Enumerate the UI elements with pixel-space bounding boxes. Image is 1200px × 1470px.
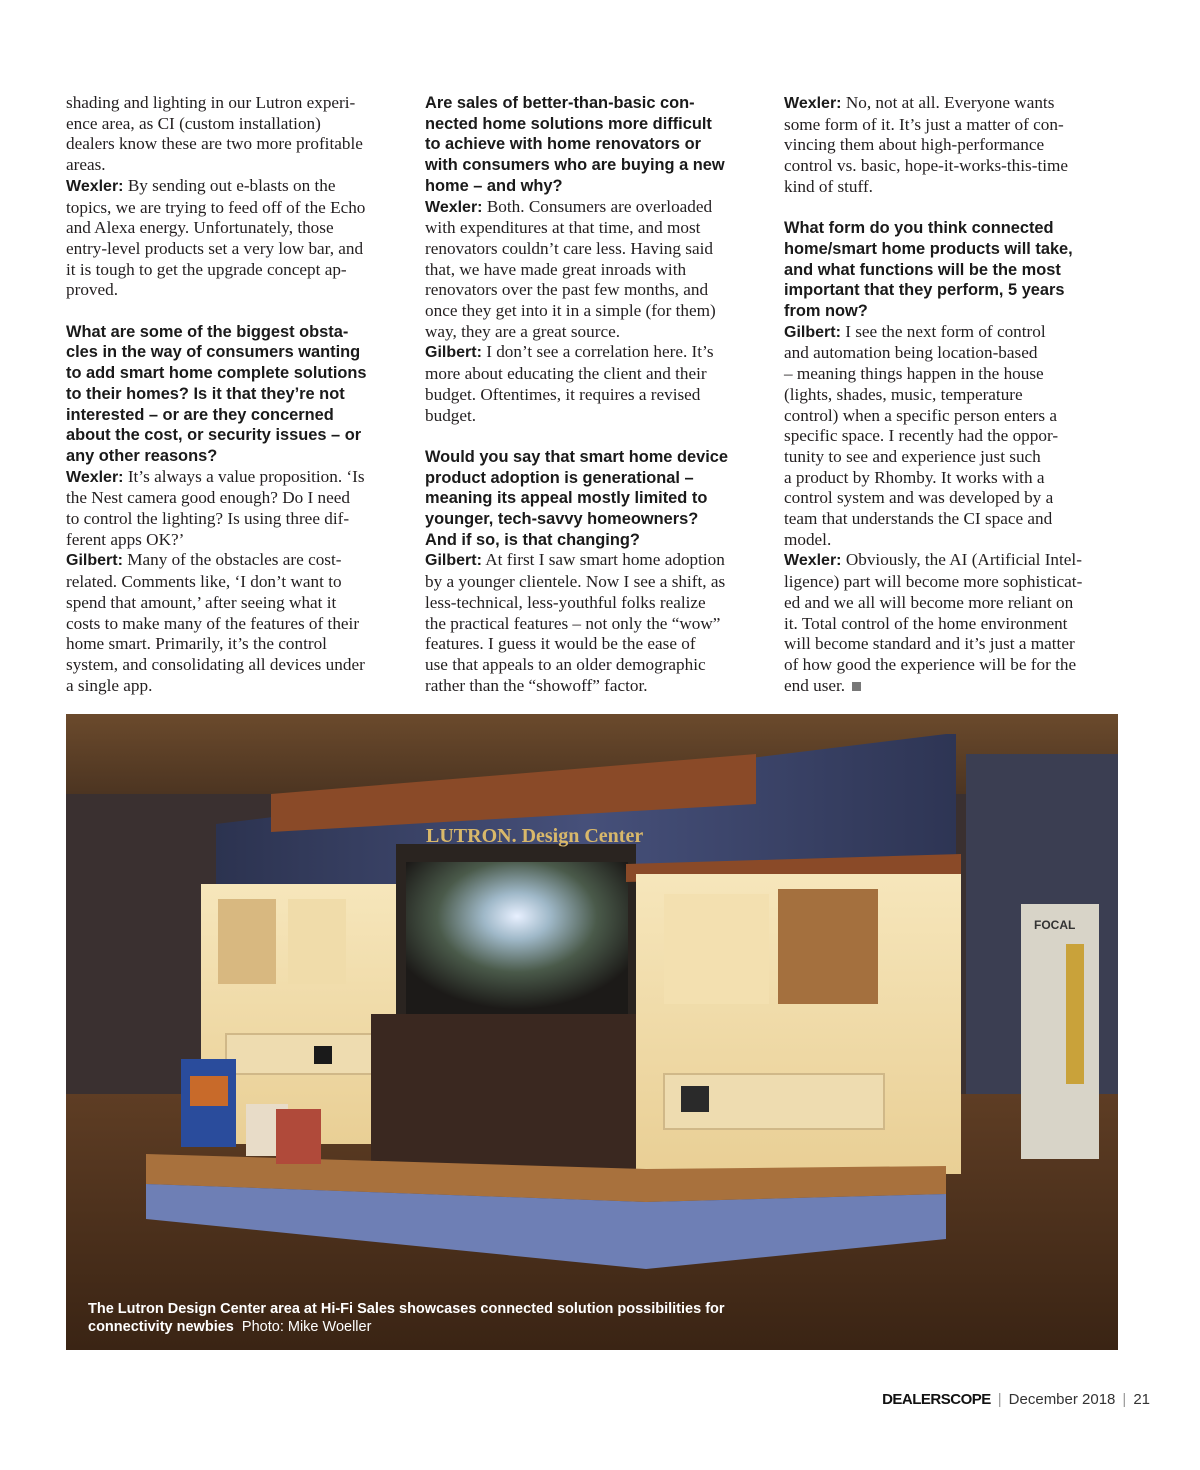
paragraph [784, 550, 1120, 696]
focal-logo: FOCAL [1034, 918, 1076, 932]
paragraph-text: Both. Consumers are overloaded with expenditures at that time, and most renovators couldn’t care less. Having said that, we have made great inroads with renovators over the past few months, and once they get into it in a simple (for them) way, they are a great source. [425, 196, 716, 341]
paragraph-text: I don’t see a correlation here. It’s more about educating the client and their budget. Oftentimes, it requires a revised budget. [425, 342, 714, 425]
paragraph-text: Many of the obstacles are cost- related. Comments like, ‘I don’t want to spend that amount,’ after seeing what it costs to make many of the features of their home smart. Primarily, it’s the control system, and consolidating all devices under a single app. [66, 550, 365, 695]
paragraph [425, 550, 761, 696]
interview-question: Would you say that smart home device product adoption is generational – meaning its appeal mostly limited to younger, tech-savvy homeowners? And if so, is that changing? [425, 447, 729, 549]
paragraph [425, 342, 761, 426]
right-shade-2 [778, 889, 878, 1004]
paragraph-text: At first I saw smart home adoption by a younger clientele. Now I see a shift, as less-technical, less-youthful folks realize the practical features – not only the “wow” features. I guess it would be the ease of use that appeals to an older demographic rather than the “showoff” factor. [425, 550, 726, 695]
speaker-name: Gilbert: [66, 552, 123, 570]
page-footer [882, 1391, 1150, 1408]
issue-date: December 2018 [1008, 1391, 1116, 1408]
speaker-name: Wexler: [66, 468, 124, 486]
speaker-name: Wexler: [425, 198, 483, 216]
article-column-3 [784, 93, 1120, 696]
paragraph: shading and lighting in our Lutron experi- ence area, as CI (custom installation) dealers know these are two more profitable areas. [66, 93, 363, 175]
paragraph-text: I see the next form of control and automation being location-based – meaning things happen in the house (lights, shades, music, temperature control) when a specific person enters a specific space. I recently had the oppor- tunity to see and experience just such a product by Rhomby. It works with a control system and was developed by a team that understands the CI space and model. [784, 321, 1059, 549]
left-keypad-strip [226, 1034, 396, 1074]
photo-caption [88, 1301, 788, 1336]
left-shade-1 [218, 899, 276, 984]
footer-separator: | [997, 1391, 1002, 1408]
footer-separator: | [1122, 1391, 1127, 1408]
right-touchscreen [681, 1086, 709, 1112]
paragraph [784, 93, 1120, 198]
left-shade-2 [288, 899, 346, 984]
article-column-1 [66, 93, 402, 696]
lutron-sign: LUTRON. Design Center [426, 825, 644, 847]
photo-credit: Photo: Mike Woeller [241, 1318, 372, 1335]
page-number: 21 [1133, 1391, 1150, 1408]
tv-cabinet [371, 1014, 641, 1174]
focal-banner [1021, 904, 1099, 1159]
tv-screen [406, 862, 628, 1017]
paragraph [66, 550, 402, 696]
paragraph-text: No, not at all. Everyone wants some form of it. It’s just a matter of con- vincing them about high-performance control vs. basic, hope-it-works-this-time kind of stuff. [784, 93, 1069, 196]
paragraph-text: It’s always a value proposition. ‘Is the Nest camera good enough? Do I need to control the lighting? Is using three dif- ferent apps OK?’ [66, 466, 365, 549]
speaker-name: Wexler: [784, 552, 842, 570]
paragraph [66, 467, 402, 551]
interview-question: Are sales of better-than-basic con- nected home solutions more difficult to achieve with home renovators or with consumers who are buying a new home – and why? [425, 94, 725, 195]
paragraph [66, 176, 402, 301]
interview-question: What are some of the biggest obsta- cles in the way of consumers wanting to add smart home complete solutions to their homes? Is it that they’re not interested – or are they concerned about the cost, or security issues – or any other reasons? [66, 322, 367, 465]
product-box-2 [276, 1109, 321, 1164]
article-column-2 [425, 93, 761, 696]
photo-illustration [66, 714, 1118, 1350]
focal-speaker [1066, 944, 1084, 1084]
showroom-photo [66, 714, 1118, 1350]
interview-question: What form do you think connected home/smart home products will take, and what functions will be the most important that they perform, 5 years from now? [784, 219, 1073, 321]
display-screen [190, 1076, 228, 1106]
speaker-name: Wexler: [784, 95, 842, 112]
paragraph [425, 197, 761, 343]
right-shade-1 [664, 894, 769, 1004]
end-of-article-icon [852, 682, 861, 691]
speaker-name: Gilbert: [784, 323, 841, 341]
left-touchscreen [314, 1046, 332, 1064]
speaker-name: Wexler: [66, 177, 124, 195]
paragraph-text: Obviously, the AI (Artificial Intel- ligence) part will become more sophisticat- ed and we all will become more reliant on it. Total control of the home environment will become standard and it’s just a matter of how good the experience will be for the end user. [784, 550, 1083, 695]
paragraph-text: By sending out e-blasts on the topics, we are trying to feed off of the Echo and Alexa energy. Unfortunately, those entry-level products set a very low bar, and it is tough to get the upgrade concept ap- proved. [66, 175, 366, 300]
caption-text: The Lutron Design Center area at Hi-Fi Sales showcases connected solution possibilities for connectivity newbies [88, 1301, 725, 1335]
speaker-name: Gilbert: [425, 552, 482, 570]
magazine-name: DEALERSCOPE [882, 1391, 991, 1408]
paragraph [784, 322, 1120, 551]
speaker-name: Gilbert: [425, 344, 482, 362]
